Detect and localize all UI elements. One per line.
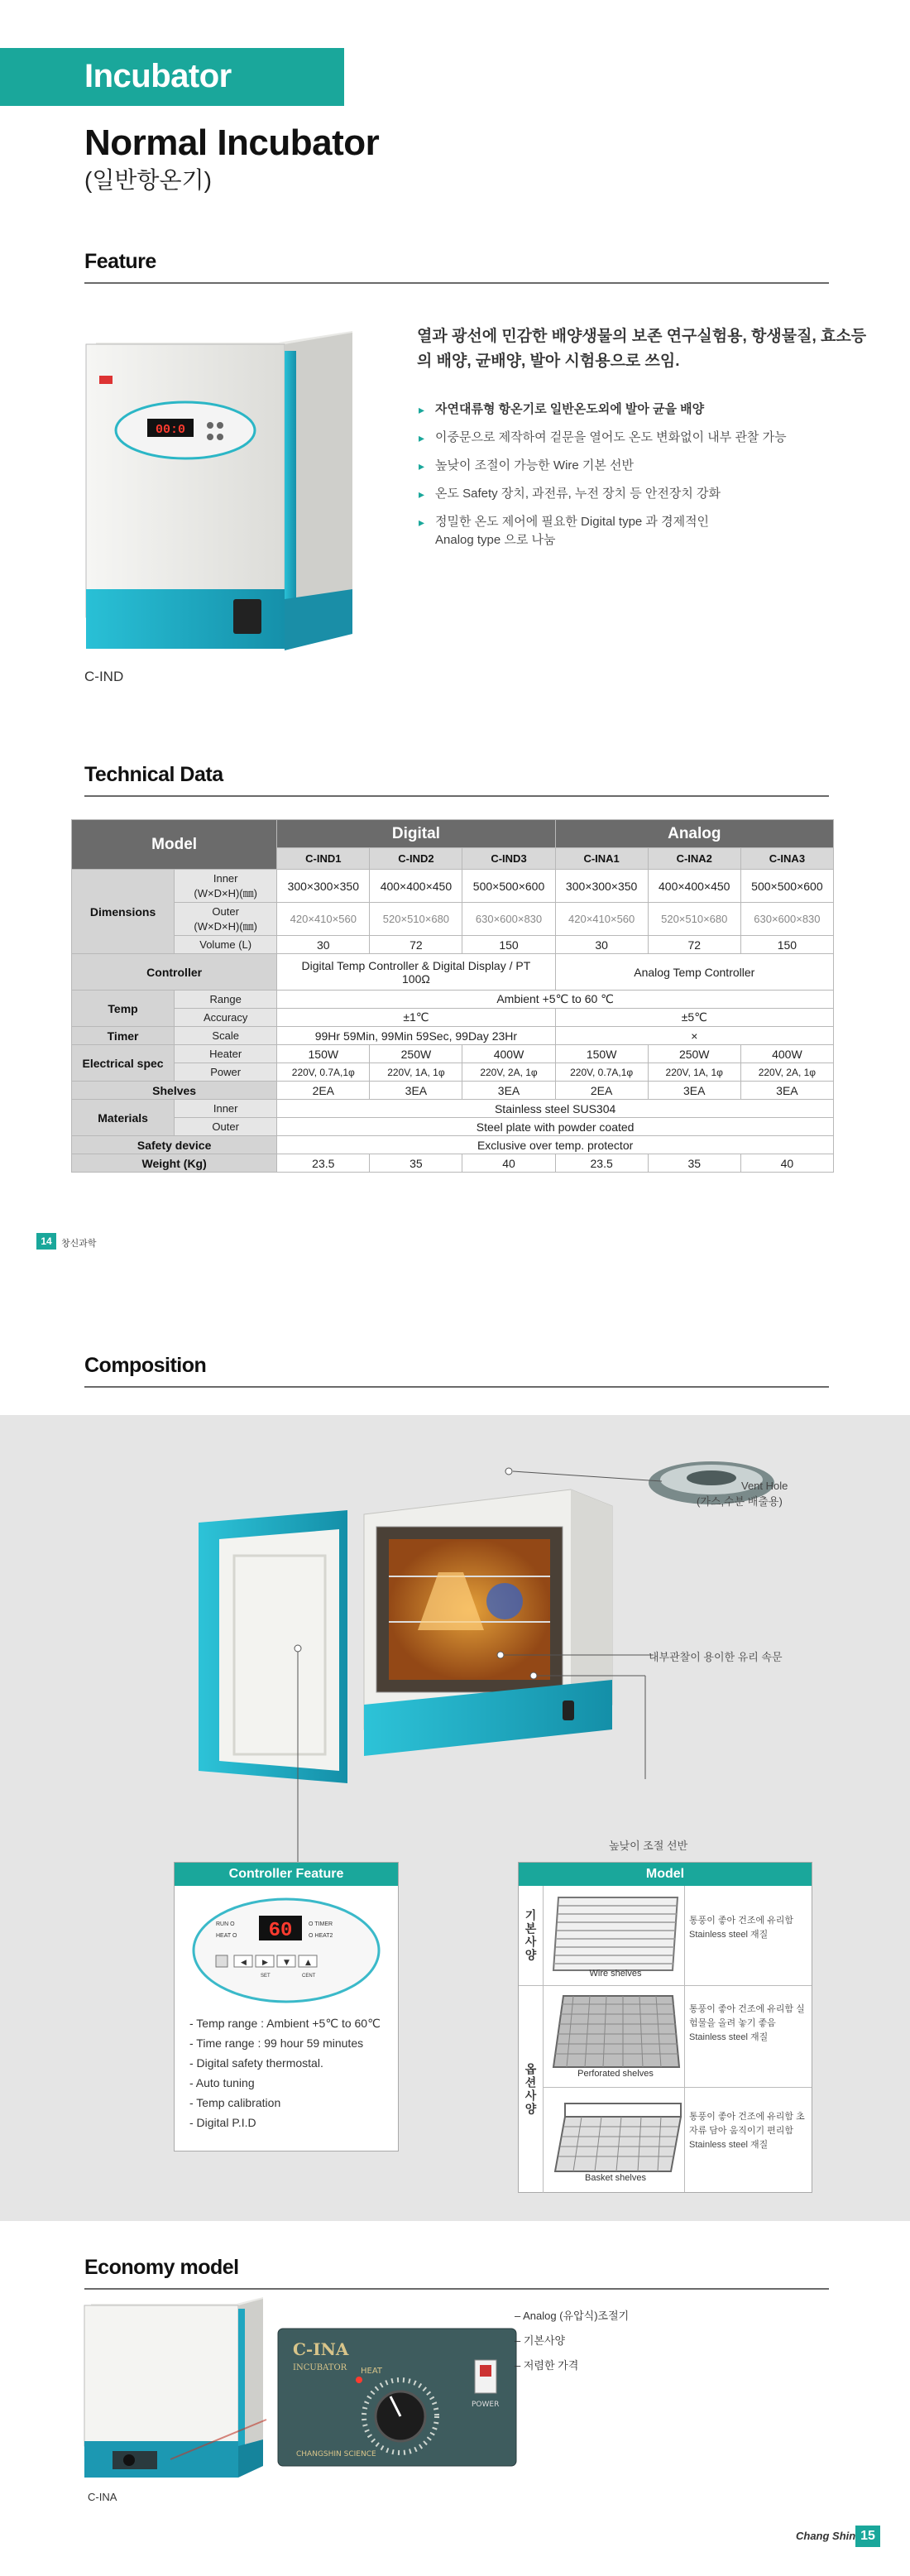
table-cell: 99Hr 59Min, 99Min 59Sec, 99Day 23Hr [277, 1027, 555, 1045]
table-row [72, 1045, 834, 1063]
controller-feature-box [174, 1862, 399, 2151]
model-name: C-IND2 [370, 848, 462, 870]
panel-label: O TIMER [309, 1921, 333, 1927]
basic-spec-label: 기본사양 [519, 1886, 544, 1985]
table-cell: ±5℃ [555, 1009, 833, 1027]
economy-product-label: C-INA [88, 2491, 117, 2503]
table-cell: 400×400×450 [370, 870, 462, 903]
list-item: – 저렴한 가격 [515, 2353, 629, 2378]
feature-lead-text: 열과 광선에 민감한 배양생물의 보존 연구실험용, 항생물질, 효소등의 배양, 균배양, 발아 시험용으로 쓰임. [417, 328, 867, 370]
divider [544, 2087, 684, 2088]
model-row-option [519, 1985, 812, 2192]
table-cell: 23.5 [277, 1154, 370, 1173]
footer-brand: Chang Shin [796, 2530, 856, 2542]
table-row [72, 954, 834, 991]
shelf-description: 통풍이 좋아 건조에 유리함 Stainless steel 재질 [689, 1916, 794, 1940]
panel-power-text: POWER [472, 2401, 500, 2409]
table-cell: 220V, 1A, 1φ [648, 1063, 740, 1082]
table-cell: 220V, 1A, 1φ [370, 1063, 462, 1082]
model-row-basic [519, 1886, 812, 1985]
svg-text:▲: ▲ [305, 1959, 311, 1967]
shelf-description: 통풍이 좋아 건조에 유리함 실험물을 올려 놓기 좋음 Stainless steel 재질 [689, 2004, 805, 2042]
list-item: – 기본사양 [515, 2329, 629, 2353]
panel-label: O HEAT2 [309, 1933, 333, 1939]
table-cell: 3EA [648, 1082, 740, 1100]
table-row [72, 991, 834, 1009]
page-number-right: 15 [855, 2526, 880, 2547]
tech-section-header [84, 763, 829, 797]
section-divider [84, 1386, 829, 1388]
table-cell: Analog Temp Controller [555, 954, 833, 991]
table-cell: ±1℃ [277, 1009, 555, 1027]
panel-label: SET [261, 1974, 271, 1979]
sub-label: Volume (L) [175, 936, 277, 954]
table-cell: 520×510×680 [370, 903, 462, 936]
row-label: Dimensions [72, 870, 175, 954]
feature-section-header [84, 250, 829, 284]
list-item: - Auto tuning [189, 2076, 255, 2089]
row-label: Shelves [72, 1082, 277, 1100]
table-row [72, 1100, 834, 1118]
panel-label: CENT [302, 1974, 316, 1979]
list-item: - Time range : 99 hour 59 minutes [189, 2036, 364, 2050]
table-cell: 23.5 [555, 1154, 648, 1173]
feature-heading: Feature [84, 250, 156, 273]
model-name: C-INA3 [740, 848, 833, 870]
sub-label: Power [175, 1063, 277, 1082]
svg-text:▼: ▼ [284, 1959, 290, 1967]
controller-display: 60 [268, 1920, 293, 1942]
table-cell: Steel plate with powder coated [277, 1118, 834, 1136]
category-banner [0, 48, 344, 106]
table-cell: 35 [370, 1154, 462, 1173]
panel-brand-text: CHANGSHIN SCIENCE [296, 2450, 376, 2458]
composition-heading: Composition [84, 1354, 207, 1377]
sub-label [175, 870, 277, 903]
table-cell: 500×500×600 [462, 870, 555, 903]
controller-feature-list [189, 2013, 381, 2132]
table-cell: 220V, 2A, 1φ [462, 1063, 555, 1082]
table-cell: 520×510×680 [648, 903, 740, 936]
list-item: - Temp range : Ambient +5℃ to 60℃ [189, 2017, 381, 2030]
table-cell: 2EA [555, 1082, 648, 1100]
sub-label: Accuracy [175, 1009, 277, 1027]
table-cell: 420×410×560 [277, 903, 370, 936]
panel-heat-text: HEAT [361, 2367, 383, 2376]
svg-text:◀: ◀ [241, 1959, 247, 1967]
table-cell: 400W [740, 1045, 833, 1063]
panel-label: RUN O [216, 1921, 235, 1927]
table-cell: 630×600×830 [462, 903, 555, 936]
perforated-shelf-image [548, 1989, 682, 2079]
section-divider [84, 2288, 829, 2290]
row-label: Timer [72, 1027, 175, 1045]
section-divider [84, 282, 829, 284]
sub-label: Outer [175, 1118, 277, 1136]
table-cell: 400W [462, 1045, 555, 1063]
wire-shelf-image [548, 1891, 682, 1980]
list-item: ▸ 높낮이 조절이 가능한 Wire 기본 선반 [417, 457, 880, 475]
table-cell: 630×600×830 [740, 903, 833, 936]
table-cell: 35 [648, 1154, 740, 1173]
divider [684, 2087, 812, 2088]
economy-section-header [84, 2256, 829, 2290]
sub-label: Inner [175, 1100, 277, 1118]
unit-label: (W×D×H)(㎜) [194, 919, 257, 933]
table-cell: 250W [648, 1045, 740, 1063]
table-cell: Exclusive over temp. protector [277, 1136, 834, 1154]
tech-heading: Technical Data [84, 763, 223, 786]
panel-name-text: INCUBATOR [293, 2363, 347, 2372]
row-label: Electrical spec [72, 1045, 175, 1082]
table-row [72, 1009, 834, 1027]
display-reading: 00:0 [155, 423, 186, 437]
sub-label-text: Outer [212, 904, 239, 918]
category-title: Incubator [84, 58, 232, 94]
row-label: Controller [72, 954, 277, 991]
model-name: C-INA2 [648, 848, 740, 870]
table-cell: × [555, 1027, 833, 1045]
table-cell: 72 [648, 936, 740, 954]
technical-data-table [71, 819, 834, 1173]
composition-section-header [84, 1354, 829, 1388]
shelf-caption: Perforated shelves [577, 2069, 654, 2079]
shelf-caption: Basket shelves [585, 2173, 646, 2183]
analog-controller-panel [276, 2327, 518, 2468]
list-item: - Digital P.I.D [189, 2116, 256, 2129]
svg-text:▶: ▶ [262, 1959, 268, 1967]
table-row [72, 1136, 834, 1154]
model-options-box [518, 1862, 812, 2193]
feature-list [417, 401, 880, 559]
controller-feature-title: Controller Feature [175, 1863, 398, 1886]
list-item: - Digital safety thermostal. [189, 2056, 323, 2070]
table-cell: 3EA [370, 1082, 462, 1100]
table-row [72, 1154, 834, 1173]
sub-label: Scale [175, 1027, 277, 1045]
table-cell: 300×300×350 [555, 870, 648, 903]
analog-group-header: Analog [555, 820, 833, 848]
shelf-description: 통풍이 좋아 건조에 유리함 초자류 담아 움직이기 편리함 Stainless steel 재질 [689, 2112, 805, 2150]
table-cell: 150W [277, 1045, 370, 1063]
table-cell: 3EA [462, 1082, 555, 1100]
digital-group-header: Digital [277, 820, 555, 848]
economy-heading: Economy model [84, 2256, 239, 2279]
table-cell: 30 [555, 936, 648, 954]
model-name: C-INA1 [555, 848, 648, 870]
table-row [72, 1063, 834, 1082]
model-box-title: Model [519, 1863, 812, 1886]
table-cell: 500×500×600 [740, 870, 833, 903]
table-cell: Ambient +5℃ to 60 ℃ [277, 991, 834, 1009]
shelf-caption: Wire shelves [589, 1969, 642, 1979]
section-divider [84, 795, 829, 797]
table-cell: 2EA [277, 1082, 370, 1100]
table-row [72, 870, 834, 903]
row-label: Materials [72, 1100, 175, 1136]
product-label: C-IND [84, 669, 124, 684]
panel-label: HEAT O [216, 1933, 237, 1939]
vent-hole-sublabel: (가스,수분 배출용) [697, 1495, 783, 1508]
sub-label: Heater [175, 1045, 277, 1063]
list-item: - Temp calibration [189, 2096, 281, 2109]
table-cell: 30 [277, 936, 370, 954]
list-item: ▸ 온도 Safety 장치, 과전류, 누전 장치 등 안전장치 강화 [417, 485, 880, 503]
basket-shelf-image [548, 2092, 682, 2181]
sub-label [175, 903, 277, 936]
table-cell: 220V, 0.7A,1φ [555, 1063, 648, 1082]
list-item: ▸ 이중문으로 제작하여 겉문을 열어도 온도 변화없이 내부 관찰 가능 [417, 429, 880, 447]
list-item: ▸ 정밀한 온도 제어에 필요한 Digital type 과 경제적인 Analog type 으로 나눔 [417, 513, 715, 549]
incubator-analog-image [79, 2295, 270, 2486]
unit-label: (W×D×H)(㎜) [194, 886, 257, 899]
table-cell: 3EA [740, 1082, 833, 1100]
model-name: C-IND3 [462, 848, 555, 870]
sub-label: Range [175, 991, 277, 1009]
list-item: – Analog (유압식)조절기 [515, 2304, 629, 2329]
table-cell: 150 [740, 936, 833, 954]
row-label: Weight (Kg) [72, 1154, 277, 1173]
row-label: Temp [72, 991, 175, 1027]
shelf-adjust-label: 높낮이 조절 선반 [609, 1840, 688, 1852]
glass-door-label: 내부관찰이 용이한 유리 속문 [649, 1651, 783, 1663]
table-cell: 40 [462, 1154, 555, 1173]
vent-hole-label: Vent Hole [741, 1480, 788, 1492]
table-cell: 220V, 2A, 1φ [740, 1063, 833, 1082]
table-cell: 72 [370, 936, 462, 954]
table-cell: 150W [555, 1045, 648, 1063]
table-cell: Stainless steel SUS304 [277, 1100, 834, 1118]
table-row [72, 820, 834, 848]
row-label: Safety device [72, 1136, 277, 1154]
table-row [72, 936, 834, 954]
digital-controller-panel [191, 1896, 381, 2005]
page-number-left: 14 [36, 1233, 56, 1250]
table-cell: 220V, 0.7A,1φ [277, 1063, 370, 1082]
table-cell: 420×410×560 [555, 903, 648, 936]
panel-model-text: C-INA [293, 2339, 349, 2359]
option-spec-label: 옵션사양 [519, 1986, 544, 2193]
table-row [72, 903, 834, 936]
page-subtitle: (일반항온기) [84, 167, 212, 193]
table-cell: 250W [370, 1045, 462, 1063]
table-row [72, 1027, 834, 1045]
sub-label-text: Inner [213, 871, 238, 885]
page-title: Normal Incubator [84, 122, 380, 163]
model-name: C-IND1 [277, 848, 370, 870]
table-cell: 300×300×350 [277, 870, 370, 903]
table-cell: 40 [740, 1154, 833, 1173]
model-header: Model [72, 820, 277, 870]
economy-feature-list [515, 2304, 629, 2378]
list-item: ▸ 자연대류형 항온기로 일반온도외에 발아 균을 배양 [417, 401, 880, 419]
table-cell: Digital Temp Controller & Digital Display / PT 100Ω [277, 954, 555, 991]
table-row [72, 1118, 834, 1136]
table-cell: 400×400×450 [648, 870, 740, 903]
company-name-left: 창신과학 [61, 1239, 97, 1249]
table-cell: 150 [462, 936, 555, 954]
incubator-digital-image [79, 326, 361, 674]
table-row [72, 1082, 834, 1100]
